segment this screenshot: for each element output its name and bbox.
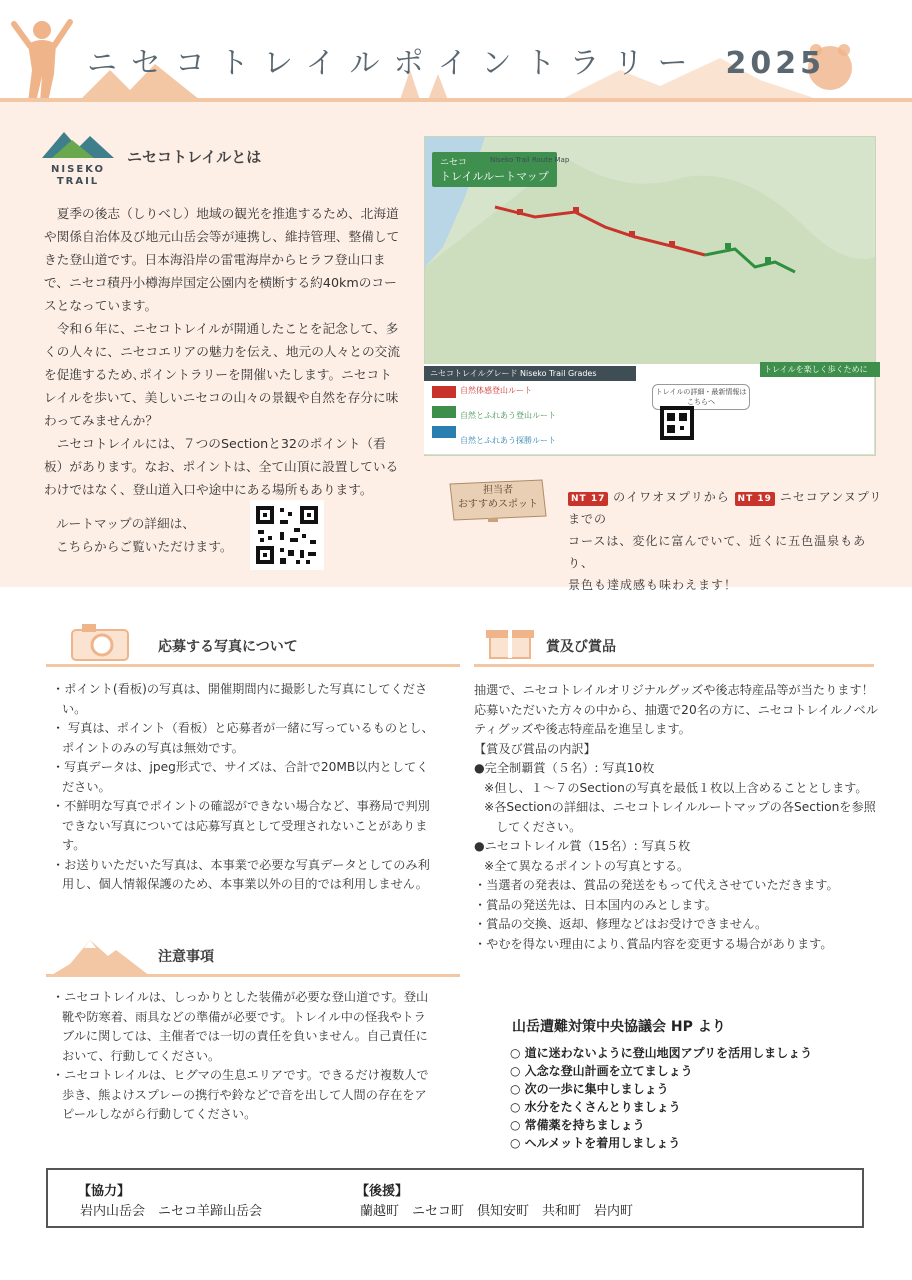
intro-paragraph: 夏季の後志（しりべし）地域の観光を推進するため、北海道や関係自治体及び地元山岳会等が連携し、維持管理、整備してきた登山道です。日本海沿岸の雷電海岸からヒラフ登山口まで、ニセコ積丹小樽海岸国定公園内を横断する約40kmのコースとなっています。 [44, 206, 400, 313]
intro-heading: ニセコトレイルとは [127, 148, 262, 166]
photo-item: ・ 写真は、ポイント（看板）と応募者が一緒に写っているものとし、ポイントのみの写真は無効です。 [52, 721, 434, 755]
map-enjoy-title: トレイルを楽しく歩くために [760, 362, 880, 377]
niseko-trail-logo [42, 128, 114, 187]
gift-icon [484, 620, 538, 660]
photo-list [52, 680, 436, 895]
cooperation-label: 【協力】 [78, 1184, 131, 1199]
jma-item: ○ 道に迷わないように登山地図アプリを活用しましょう [510, 1046, 813, 1060]
jma-item: ○ 水分をたくさんとりましょう [510, 1100, 681, 1114]
photo-rule [46, 664, 460, 667]
grade-1: 自然体感登山ルート [460, 386, 532, 395]
map-qr-icon[interactable] [660, 406, 694, 440]
camera-icon [70, 622, 132, 662]
footer-box [46, 1168, 864, 1228]
spot-sign-line: 担当者 [483, 485, 513, 496]
jma-item: ○ ヘルメットを着用しましょう [510, 1136, 681, 1150]
title-year: 2025 [725, 46, 825, 81]
support-label: 【後援】 [356, 1184, 409, 1199]
caution-heading: 注意事項 [158, 949, 214, 965]
grade-2: 自然とふれあう登山ルート [460, 411, 556, 420]
spot-sign-text [452, 484, 544, 512]
jma-title: 山岳遭難対策中央協議会 HP より [512, 1019, 726, 1035]
logo-text: NISEKO TRAIL [51, 164, 105, 187]
map-info-box: トレイルの詳細・最新情報はこちらへ [652, 384, 750, 410]
prize-breakdown-label: 【賞及び賞品の内訳】 [474, 741, 596, 756]
prize-item: ・賞品の交換、返却、修理などはお受けできません。 [474, 917, 768, 931]
award-1: ●完全制覇賞（５名）: 写真10枚 [474, 761, 655, 775]
header [0, 0, 912, 100]
nt-badge-17: NT 17 [568, 492, 608, 506]
grade-3: 自然とふれあう探勝ルート [460, 436, 556, 445]
spot-text: コースは、変化に富んでいて、近くに五色温泉もあり、 [568, 534, 867, 570]
award-2-note: ※全て異なるポイントの写真とする。 [484, 858, 690, 873]
grade-2-badge [432, 406, 456, 418]
photo-item: ・お送りいただいた写真は、本事業で必要な写真データとしてのみ利用し、個人情報保護のため、本事業以外の目的では利用しません。 [52, 857, 430, 891]
spot-sign-line: おすすめスポット [457, 499, 539, 510]
photo-heading: 応募する写真について [158, 639, 298, 655]
award-1-note: ※各Sectionの詳細は、ニセコトレイルルートマップの各Sectionを参照してください。 [484, 800, 876, 834]
caution-item: ・ニセコトレイルは、しっかりとした装備が必要な登山道です。登山靴や防寒着、雨具などの準備が必要です。トレイル中の怪我やトラブルに関しては、主催者では一切の責任を負いません。自己責任において、行動してください。 [52, 990, 429, 1063]
nt-badge-19: NT 19 [735, 492, 775, 506]
prize-heading: 賞及び賞品 [546, 639, 616, 655]
intro-paragraph: ニセコトレイルには、７つのSectionと32のポイント（看板）があります。なお、ポイントは、全て山頂に設置しているわけではなく、登山道入口や途中にある場所もあります。 [44, 436, 399, 497]
cooperation-value: 岩内山岳会 ニセコ羊蹄山岳会 [80, 1204, 263, 1219]
prize-intro: 応募いただいた方々の中から、抽選で20名の方に、ニセコトレイルノベルティグッズや後志特産品を進呈します。 [474, 702, 878, 736]
prize-item: ・当選者の発表は、賞品の発送をもって代えさせていただきます。 [474, 878, 839, 892]
intro-body [44, 202, 400, 501]
prize-body [474, 681, 884, 954]
prize-rule [474, 664, 874, 667]
prize-item: ・賞品の発送先は、日本国内のみとします。 [474, 897, 717, 912]
jma-item: ○ 入念な登山計画を立てましょう [510, 1064, 693, 1078]
support-value: 蘭越町 ニセコ町 倶知安町 共和町 岩内町 [360, 1204, 634, 1219]
map-grades-title: ニセコトレイルグレード Niseko Trail Grades [424, 366, 636, 381]
logo-mountain-icon [42, 128, 114, 160]
caution-list [52, 988, 436, 1125]
photo-item: ・不鮮明な写真でポイントの確認ができない場合など、事務局で判別できない写真については応募写真として受理されないことがあります。 [52, 799, 430, 852]
map-grades-panel [424, 364, 874, 454]
spot-text: ニセコアンヌプリまでの [568, 490, 883, 526]
map-title-small: ニセコ [440, 158, 468, 168]
qr-caption-line: ルートマップの詳細は、 [56, 516, 196, 531]
mountain-icon [50, 934, 150, 976]
award-1-note: ※但し、１～７のSectionの写真を最低１枚以上含めることとします。 [484, 780, 868, 795]
photo-item: ・写真データは、jpeg形式で、サイズは、合計で20MB以内としてください。 [52, 760, 429, 794]
grade-3-badge [432, 426, 456, 438]
spot-text: のイワオヌプリから [613, 490, 730, 504]
caution-item: ・ニセコトレイルは、ヒグマの生息エリアです。できるだけ複数人で歩き、熊よけスプレーの携行や鈴などで音を出して人間の存在をアピールしながら行動してください。 [52, 1068, 429, 1121]
photo-item: ・ポイント(看板)の写真は、開催期間内に撮影した写真にしてください。 [52, 682, 428, 716]
nt-number: 17 [590, 494, 606, 504]
jma-item: ○ 次の一歩に集中しましょう [510, 1082, 669, 1096]
prize-item: ・やむを得ない理由により､賞品内容を変更する場合があります。 [474, 936, 833, 951]
prize-intro: 抽選で、ニセコトレイルオリジナルグッズや後志特産品等が当たります！ [474, 683, 874, 697]
jma-list [510, 1044, 812, 1152]
intro-paragraph: 令和６年に、ニセコトレイルが開通したことを記念して、多くの人々に、ニセコエリアの魅力を伝え、地元の人々との交流を促進するため､ポイントラリーを開催いたします。ニセコトレイルを歩いて、美しいニセコの山々の景観や自然を存分に味わってみませんか？ [44, 321, 401, 428]
qr-code-icon[interactable] [250, 500, 324, 570]
qr-caption [56, 512, 233, 558]
spot-description [568, 486, 888, 596]
page-title [0, 38, 912, 82]
grade-1-badge [432, 386, 456, 398]
map-title: トレイルルートマップ [440, 170, 549, 183]
title-text: ニセコトレイルポイントラリー [87, 46, 702, 81]
jma-item: ○ 常備薬を持ちましょう [510, 1118, 645, 1132]
nt-number: 19 [757, 494, 772, 504]
spot-text: 景色も達成感も味わえます！ [568, 578, 738, 592]
map-subtitle: Niseko Trail Route Map [490, 156, 570, 164]
caution-rule [46, 974, 460, 977]
qr-caption-line: こちらからご覧いただけます。 [56, 539, 233, 554]
award-2: ●ニセコトレイル賞（15名）: 写真５枚 [474, 839, 691, 853]
